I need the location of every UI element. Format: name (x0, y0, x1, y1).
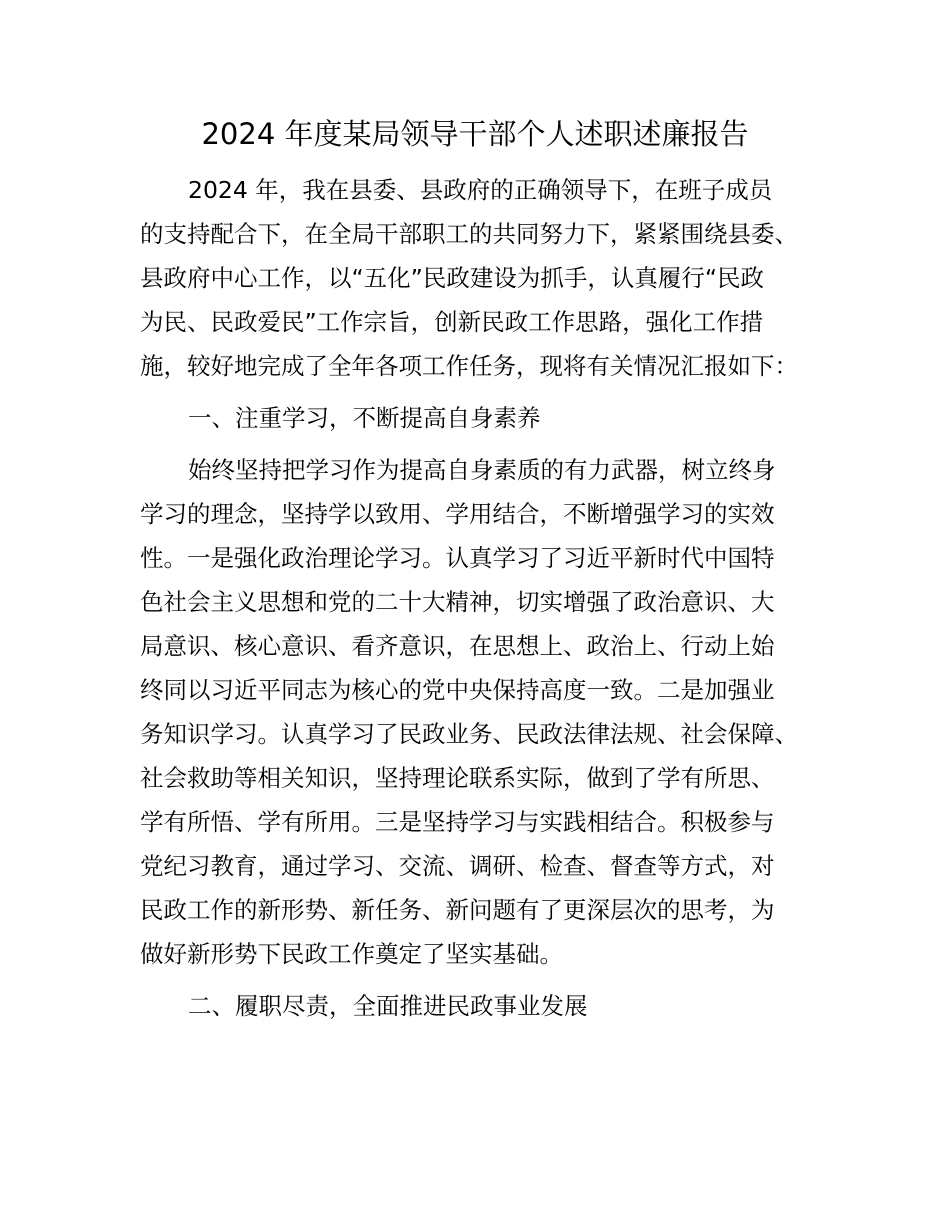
paragraph-line: 学习的理念，坚持学以致用、学用结合，不断增强学习的实效 (140, 500, 775, 528)
document-title: 2024 年度某局领导干部个人述职述廉报告 (201, 117, 749, 151)
paragraph-line: 为民、民政爱民”工作宗旨，创新民政工作思路，强化工作措 (140, 308, 764, 336)
paragraph-line: 性。一是强化政治理论学习。认真学习了习近平新时代中国特 (140, 544, 775, 572)
paragraph-line: 的支持配合下，在全局干部职工的共同努力下，紧紧围绕县委、 (140, 220, 798, 248)
paragraph-line: 学有所悟、学有所用。三是坚持学习与实践相结合。积极参与 (140, 808, 775, 836)
paragraph-line: 2024 年，我在县委、县政府的正确领导下，在班子成员 (188, 176, 773, 204)
paragraph-line: 社会救助等相关知识，坚持理论联系实际，做到了学有所思、 (140, 764, 775, 792)
paragraph-line: 做好新形势下民政工作奠定了坚实基础。 (140, 940, 563, 968)
paragraph-line: 县政府中心工作，以“五化”民政建设为抓手，认真履行“民政 (140, 264, 765, 292)
paragraph-line: 党纪习教育，通过学习、交流、调研、检查、督查等方式，对 (140, 852, 775, 880)
section-heading: 一、注重学习，不断提高自身素养 (188, 404, 541, 432)
paragraph-line: 施，较好地完成了全年各项工作任务，现将有关情况汇报如下： (140, 352, 798, 380)
paragraph-line: 终同以习近平同志为核心的党中央保持高度一致。二是加强业 (140, 676, 775, 704)
paragraph-line: 务知识学习。认真学习了民政业务、民政法律法规、社会保障、 (140, 720, 798, 748)
paragraph-line: 色社会主义思想和党的二十大精神，切实增强了政治意识、大 (140, 588, 775, 616)
paragraph-line: 局意识、核心意识、看齐意识，在思想上、政治上、行动上始 (140, 632, 775, 660)
paragraph-line: 始终坚持把学习作为提高自身素质的有力武器，树立终身 (188, 456, 776, 484)
section-heading: 二、履职尽责，全面推进民政事业发展 (188, 992, 588, 1020)
paragraph-line: 民政工作的新形势、新任务、新问题有了更深层次的思考，为 (140, 896, 775, 924)
